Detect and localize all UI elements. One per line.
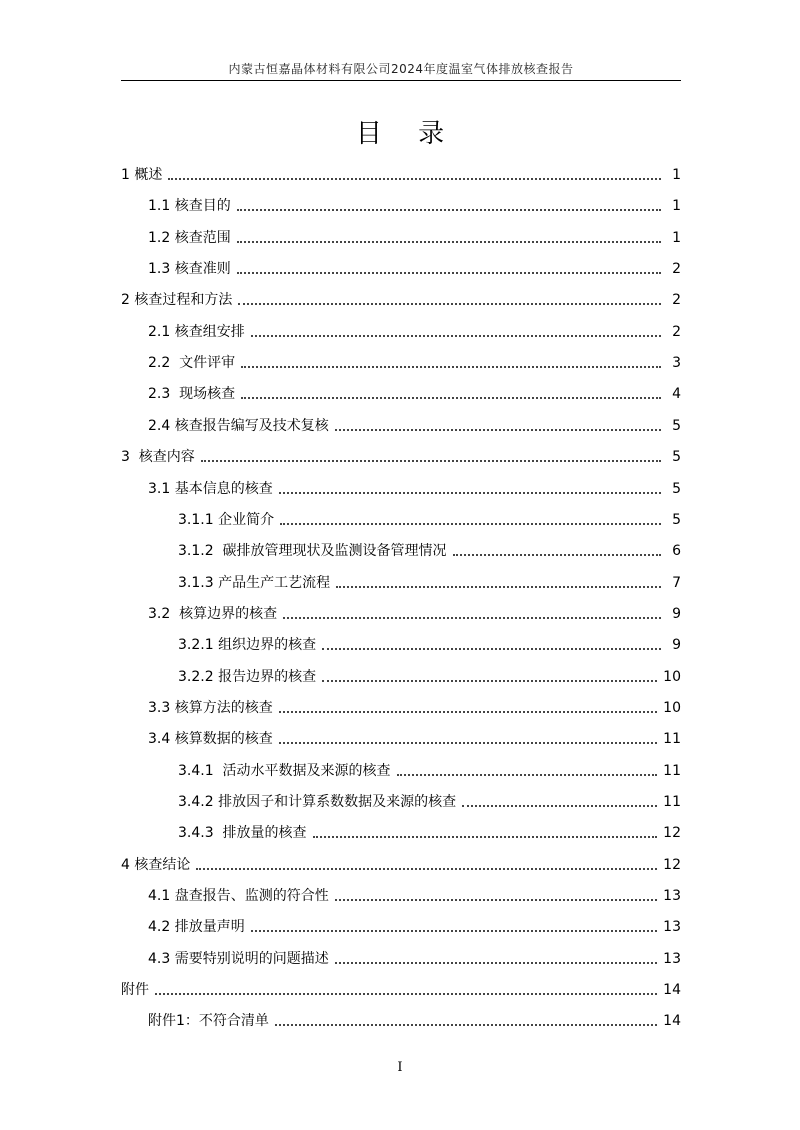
toc-entry[interactable]	[148, 256, 681, 278]
toc-dot-leader	[237, 209, 661, 211]
toc-dot-leader	[279, 711, 657, 713]
toc-entry-label: 3.1.1 企业简介	[178, 512, 275, 528]
toc-dot-leader	[322, 680, 657, 682]
toc-entry-page: 12	[663, 857, 681, 873]
toc-entry[interactable]	[178, 820, 681, 842]
toc-entry-label: 1.2 核查范围	[148, 230, 231, 246]
toc-entry-label: 3.4 核算数据的核查	[148, 731, 273, 747]
toc-entry[interactable]	[148, 883, 681, 905]
toc-entry-page: 13	[663, 919, 681, 935]
toc-dot-leader	[336, 586, 661, 588]
toc-entry-label: 2.3 现场核查	[148, 386, 236, 402]
toc-dot-leader	[196, 868, 657, 870]
toc-dot-leader	[237, 241, 661, 243]
toc-entry[interactable]	[121, 162, 681, 184]
toc-entry[interactable]	[178, 664, 681, 686]
toc-entry[interactable]	[148, 695, 681, 717]
toc-dot-leader	[201, 460, 661, 462]
toc-dot-leader	[335, 429, 661, 431]
toc-entry-page: 13	[663, 951, 681, 967]
toc-entry-page: 5	[672, 512, 681, 528]
toc-entry-label: 4.3 需要特别说明的问题描述	[148, 951, 329, 967]
running-header: 内蒙古恒嘉晶体材料有限公司2024年度温室气体排放核查报告	[228, 62, 574, 76]
toc-entry-label: 3.1.2 碳排放管理现状及监测设备管理情况	[178, 543, 447, 559]
toc-entry[interactable]	[178, 538, 681, 560]
toc-entry-page: 1	[672, 167, 681, 183]
toc-entry-page: 10	[663, 700, 681, 716]
toc-entry-page: 4	[672, 386, 681, 402]
toc-entry-page: 7	[672, 575, 681, 591]
toc-entry[interactable]	[178, 789, 681, 811]
toc-entry-page: 9	[672, 606, 681, 622]
toc-entry[interactable]	[148, 319, 681, 341]
toc-entry-page: 2	[672, 261, 681, 277]
toc-entry-page: 12	[663, 825, 681, 841]
toc-entry-page: 1	[672, 230, 681, 246]
toc-entry-page: 11	[663, 763, 681, 779]
page-number: I	[397, 1060, 403, 1075]
toc-entry[interactable]	[148, 601, 681, 623]
toc-entry-page: 5	[672, 481, 681, 497]
toc-entry[interactable]	[148, 193, 681, 215]
toc-dot-leader	[279, 492, 661, 494]
toc-entry-page: 2	[672, 324, 681, 340]
toc-entry-label: 4.2 排放量声明	[148, 919, 245, 935]
toc-dot-leader	[453, 554, 661, 556]
toc-entry-label: 3.1.3 产品生产工艺流程	[178, 575, 331, 591]
toc-dot-leader	[155, 993, 657, 995]
toc-entry[interactable]	[178, 632, 681, 654]
page-title: 目 录	[355, 119, 459, 149]
toc-entry[interactable]	[148, 946, 681, 968]
toc-entry-label: 3.1 基本信息的核查	[148, 481, 273, 497]
toc-entry-page: 11	[663, 794, 681, 810]
toc-entry-label: 3 核查内容	[121, 449, 195, 465]
toc-dot-leader	[237, 272, 661, 274]
toc-entry[interactable]	[148, 381, 681, 403]
toc-dot-leader	[168, 178, 661, 180]
toc-entry-label: 2.4 核查报告编写及技术复核	[148, 418, 329, 434]
toc-entry-page: 14	[663, 982, 681, 998]
toc-entry[interactable]	[148, 225, 681, 247]
toc-dot-leader	[241, 366, 661, 368]
toc-dot-leader	[251, 335, 661, 337]
toc-entry-page: 5	[672, 449, 681, 465]
toc-entry[interactable]	[178, 507, 681, 529]
toc-entry-label: 1 概述	[121, 167, 163, 183]
toc-dot-leader	[335, 899, 657, 901]
toc-entry-page: 1	[672, 198, 681, 214]
toc-entry[interactable]	[148, 726, 681, 748]
toc-entry[interactable]	[148, 350, 681, 372]
toc-entry-page: 5	[672, 418, 681, 434]
toc-entry-label: 3.3 核算方法的核查	[148, 700, 273, 716]
toc-entry-label: 附件	[121, 982, 149, 998]
toc-entry-label: 3.4.1 活动水平数据及来源的核查	[178, 763, 391, 779]
toc-dot-leader	[322, 648, 661, 650]
toc-entry-label: 2 核查过程和方法	[121, 292, 233, 308]
toc-dot-leader	[397, 774, 658, 776]
toc-entry-label: 附件1：不符合清单	[148, 1013, 269, 1029]
toc-dot-leader	[313, 836, 658, 838]
toc-dot-leader	[241, 397, 661, 399]
toc-entry[interactable]	[121, 444, 681, 466]
toc-entry-label: 3.2.2 报告边界的核查	[178, 669, 317, 685]
toc-entry-label: 3.4.3 排放量的核查	[178, 825, 307, 841]
toc-entry[interactable]	[148, 1008, 681, 1030]
toc-entry-page: 6	[672, 543, 681, 559]
toc-entry[interactable]	[178, 758, 681, 780]
toc-entry-page: 9	[672, 637, 681, 653]
toc-entry[interactable]	[148, 914, 681, 936]
toc-entry[interactable]	[148, 476, 681, 498]
toc-entry-label: 4.1 盘查报告、监测的符合性	[148, 888, 329, 904]
toc-entry-label: 1.3 核查准则	[148, 261, 231, 277]
toc-entry-label: 3.2.1 组织边界的核查	[178, 637, 317, 653]
toc-entry[interactable]	[121, 852, 681, 874]
toc-entry-page: 2	[672, 292, 681, 308]
toc-entry[interactable]	[121, 287, 681, 309]
toc-dot-leader	[280, 523, 661, 525]
toc-entry-page: 10	[663, 669, 681, 685]
toc-entry-page: 11	[663, 731, 681, 747]
toc-entry-label: 1.1 核查目的	[148, 198, 231, 214]
toc-entry[interactable]	[148, 413, 681, 435]
toc-entry-label: 4 核查结论	[121, 857, 191, 873]
header-rule	[121, 80, 681, 81]
toc-entry[interactable]	[121, 977, 681, 999]
toc-dot-leader	[462, 805, 657, 807]
toc-entry-page: 3	[672, 355, 681, 371]
toc-entry-label: 2.2 文件评审	[148, 355, 236, 371]
toc-dot-leader	[335, 962, 657, 964]
toc-entry[interactable]	[178, 570, 681, 592]
toc-dot-leader	[275, 1024, 657, 1026]
toc-dot-leader	[251, 930, 657, 932]
toc-entry-label: 3.2 核算边界的核查	[148, 606, 278, 622]
toc-entry-label: 3.4.2 排放因子和计算系数数据及来源的核查	[178, 794, 457, 810]
toc-entry-page: 13	[663, 888, 681, 904]
toc-entry-page: 14	[663, 1013, 681, 1029]
toc-dot-leader	[283, 617, 661, 619]
toc-dot-leader	[238, 303, 661, 305]
toc-dot-leader	[279, 742, 657, 744]
toc-entry-label: 2.1 核查组安排	[148, 324, 245, 340]
